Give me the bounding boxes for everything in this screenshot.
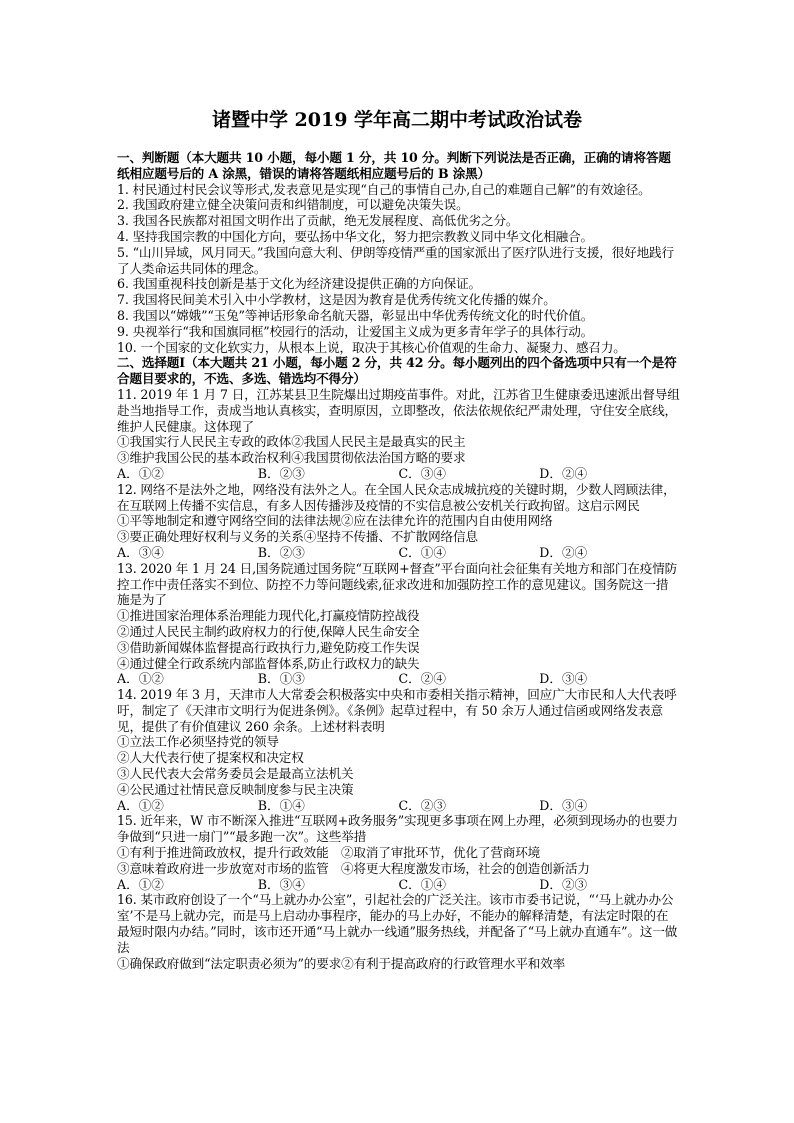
answer-options: [117, 877, 680, 893]
section-heading: 一、判断题（本大题共 10 小题，每小题 1 分，共 10 分。判断下列说法是否正确，正确的请将答题纸相应题号后的 A 涂黑，错误的请将答题纸相应题号后的 B 涂黑）: [117, 150, 671, 181]
statement-line: ③要正确处理好权利与义务的关系④坚持不传播、不扩散网络信息: [117, 529, 478, 545]
judge-item: 4. 坚持我国宗教的中国化方向，要弘扬中华文化，努力把宗教教义同中华文化相融合。: [117, 228, 593, 244]
option-c: C．①④: [398, 876, 446, 892]
judge-item: 8. 我国以“嫦娥”“玉兔”等神话形象命名航天器，彰显出中华优秀传统文化的时代价值。: [117, 307, 594, 323]
question-stem: 16. 某市政府创设了一个“马上就办办公室”，引起社会的广泛关注。该市市委书记说，“‘马上就办办公室’不是马上就办完，而是马上启动办事程序，能办的马上办好，不能办的解释清楚，有法定时限的在最短时限内办结。”同时，该市还开通“马上就办一线通”服务热线，并配备了“马上就办直通车”。这一做法: [117, 892, 678, 955]
statement-line: ①立法工作必须坚持党的领导: [117, 734, 279, 750]
option-c: C．③④: [398, 465, 446, 481]
section-heading: 二、选择题Ⅰ（本大题共 21 小题，每小题 2 分，共 42 分。每小题列出的四个备选项中只有一个是符合题目要求的，不选、多选、错选均不得分）: [117, 355, 677, 387]
statement-line: ①推进国家治理体系治理能力现代化,打赢疫情防控战役: [117, 608, 420, 624]
question-stem: 13. 2020 年 1 月 24 日,国务院通过国务院“互联网+督查”平台面向社会征集有关地方和部门在疫情防控工作中责任落实不到位、防控不力等问题线索,征求改进和加强防控工作的意见建议。国务院这一措施是为了: [117, 560, 678, 608]
option-c: C．②④: [398, 671, 446, 687]
exam-body: [117, 150, 680, 971]
statement-line: ①平等地制定和遵守网络空间的法律法规②应在法律允许的范围内自由使用网络: [117, 513, 553, 529]
judge-item: 1. 村民通过村民会议等形式,发表意见是实现“自己的事情自己办,自己的难题自己解”的有效途径。: [117, 181, 651, 197]
judge-item: 2. 我国政府建立健全决策问责和纠错制度，可以避免决策失误。: [117, 197, 469, 213]
judge-item: 9. 央视举行“我和国旗同框”校园行的活动，让爱国主义成为更多青年学子的具体行动。: [117, 323, 594, 339]
answer-options: [117, 798, 680, 814]
statement-line: ②人大代表行使了提案权和决定权: [117, 750, 304, 766]
statement-line: ④通过健全行政系统内部监督体系,防止行政权力的缺失: [117, 655, 420, 671]
statement-line: ③借助新闻媒体监督提高行政执行力,避免防疫工作失误: [117, 639, 420, 655]
option-d: D．②④: [539, 544, 588, 560]
judge-item: 3. 我国各民族都对祖国文明作出了贡献，绝无发展程度、高低优劣之分。: [117, 213, 519, 229]
option-c: C．②③: [398, 797, 446, 813]
answer-options: [117, 545, 680, 561]
statement-line: ①确保政府做到“法定职责必须为”的要求②有利于提高政府的行政管理水平和效率: [117, 955, 566, 971]
question-stem: 15. 近年来，W 市不断深入推进“互联网+政务服务”实现更多事项在网上办理，必须到现场办的也要力争做到“只进一扇门”“最多跑一次”。这些举措: [117, 813, 678, 845]
statement-line: ①有利于推进简政放权，提升行政效能 ②取消了审批环节，优化了营商环境: [117, 845, 541, 861]
option-a: A．③④: [117, 544, 164, 560]
option-a: A．①②: [117, 671, 164, 687]
option-d: D．②④: [539, 465, 588, 481]
judge-item: 7. 我国将民间美术引入中小学教材，这是因为教育是优秀传统文化传播的媒介。: [117, 292, 556, 308]
option-d: D．③④: [539, 797, 588, 813]
statement-line: ③意味着政府进一步放宽对市场的监管 ④将更大程度激发市场，社会的创造创新活力: [117, 860, 590, 876]
statement-line: ①我国实行人民民主专政的政体②我国人民民主是最真实的民主: [117, 434, 466, 450]
option-b: B．①④: [257, 797, 305, 813]
option-c: C．①④: [398, 544, 446, 560]
question-stem: 14. 2019 年 3 月，天津市人大常委会积极落实中央和市委相关指示精神，回应广大市民和人大代表呼吁，制定了《天津市文明行为促进条例》。《条例》起草过程中，有 50 余万人通过信函或网络发表意见，提供了有价值建议 260 余条。上述材料表明: [117, 687, 677, 734]
judge-item: 10. 一个国家的文化软实力，从根本上说，取决于其核心价值观的生命力、凝聚力、感召力。: [117, 339, 626, 355]
question-stem: 11. 2019 年 1 月 7 日，江苏某县卫生院爆出过期疫苗事件。对此，江苏省卫生健康委迅速派出督导组赴当地指导工作，责成当地认真核实，查明原因，立即整改，依法依规依纪严肃处理，守住安全底线，维护人民健康。这体现了: [117, 386, 680, 434]
option-b: B．③④: [257, 876, 305, 892]
statement-line: ④公民通过社情民意反映制度参与民主决策: [117, 781, 354, 797]
option-a: A．①②: [117, 465, 164, 481]
statement-line: ③人民代表大会常务委员会是最高立法机关: [117, 766, 354, 782]
option-d: D．③④: [539, 671, 588, 687]
statement-line: ②通过人民民主制约政府权力的行使,保障人民生命安全: [117, 623, 420, 639]
answer-options: [117, 466, 680, 482]
page-title: 诸暨中学 2019 学年高二期中考试政治试卷: [211, 109, 583, 131]
option-a: A．①②: [117, 797, 164, 813]
judge-item: 5. “山川异域，风月同天。”我国向意大利、伊朗等疫情严重的国家派出了医疗队进行支援，很好地践行了人类命运共同体的理念。: [117, 244, 674, 276]
option-d: D．②③: [539, 876, 588, 892]
question-stem: 12. 网络不是法外之地，网络没有法外之人。在全国人民众志成城抗疫的关键时期，少数人罔顾法律，在互联网上传播不实信息，有多人因传播涉及疫情的不实信息被公安机关行政拘留。这启示网民: [117, 481, 676, 513]
option-b: B．②③: [257, 544, 305, 560]
answer-options: [117, 671, 680, 687]
option-b: B．②③: [257, 465, 305, 481]
judge-item: 6. 我国重视科技创新是基于文化为经济建设提供正确的方向保证。: [117, 276, 481, 292]
option-b: B．①③: [257, 671, 305, 687]
statement-line: ③维护我国公民的基本政治权利④我国贯彻依法治国方略的要求: [117, 450, 466, 466]
option-a: A．①②: [117, 876, 164, 892]
